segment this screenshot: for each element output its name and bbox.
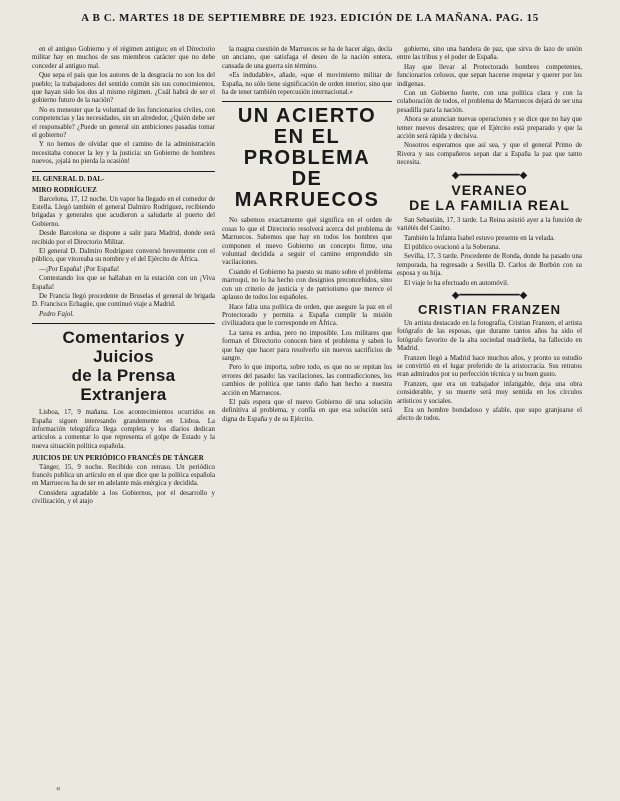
paragraph: Franzen llegó a Madrid hace muchos años, y pronto su estudio se convirtió en el lugar preferido de la aristocracia. Sus retratos eran admirados por su perfección técnica y su buen gusto.: [397, 354, 582, 379]
headline-line: de la Prensa Extranjera: [71, 366, 176, 405]
paragraph: También la Infanta Isabel estuvo presente en la velada.: [404, 234, 555, 242]
headline-line: UN ACIERTO: [237, 105, 377, 128]
signature: Pedro Fajol.: [39, 310, 74, 318]
headline-comentarios: [32, 328, 215, 404]
paragraph: De Francia llegó procedente de Bruselas el general de brigada D. Francisco Echagüe, que continuó viaje a Madrid.: [32, 292, 215, 309]
paragraph: Franzen, que era un trabajador infatigable, deja una obra considerable, y su muerte será muy sentida en los círculos artísticos y sociales.: [397, 380, 582, 405]
section-kicker: EL GENERAL D. DAL-: [32, 174, 105, 183]
paragraph: Un artista destacado en la fotografía, Cristian Franzen, el artista fotógrafo de las esposas, que durante tantos años ha sido el fotógrafo favorito de la alta sociedad madrileña, ha fallecido en Madrid.: [397, 319, 582, 353]
headline-veraneo: [397, 183, 582, 213]
paragraph: Hace falta una política de orden, que asegure la paz en el Protectorado y permita a España cumplir la misión civilizadora que le corresponde en África.: [222, 303, 392, 328]
paragraph: Tánger, 15, 9 noche. Recibido con retraso. Un periódico francés publica un artículo en el que dice que la política española en Marruecos ha de ser en adelante más enérgica y decidida.: [32, 463, 215, 488]
column-1: [32, 46, 215, 794]
headline-acierto: [222, 106, 392, 211]
paragraph: la magna cuestión de Marruecos se ha de hacer algo, decía un anciano, que satisfaga el deseo de la nación entera, cansada de una guerra sin término.: [222, 46, 392, 70]
paragraph: Con un Gobierno fuerte, con una política clara y con la colaboración de todos, el problema de Marruecos dejará de ser una pesadilla para la nación.: [397, 90, 582, 114]
section-kicker: MIRO RODRÍGUEZ: [32, 186, 97, 195]
paragraph: en el antiguo Gobierno y el régimen antiguo; en el Directorio militar hay en muchos de sus miembros carácter que no debe conceder al antiguo mal.: [32, 46, 215, 70]
ornament-divider: ◆━━━━━━━━━━◆: [451, 289, 528, 301]
masthead: A B C. MARTES 18 DE SEPTIEMBRE DE 1923. EDICIÓN DE LA MAÑANA. PAG. 15: [81, 12, 539, 24]
headline-line: DE MARRUECOS: [234, 168, 380, 212]
headline-franzen: CRISTIAN FRANZEN: [417, 301, 562, 317]
paragraph: El público ovacionó a la Soberana.: [404, 243, 501, 251]
section-kicker: JUICIOS DE UN PERIÓDICO FRANCÉS DE TÁNGER: [32, 454, 204, 463]
paragraph: «Es indudable», añade, «que el movimiento militar de España, no sólo tiene significación de orden interior, sino que ha de tener también repercusión internacional.»: [222, 72, 392, 97]
paragraph: Desde Barcelona se dispone a salir para Madrid, donde será recibido por el Directorio Militar.: [32, 230, 215, 246]
paragraph: Hay que llevar al Protectorado hombres competentes, funcionarios celosos, que sepan hacerse respetar y querer por los indígenas.: [397, 63, 582, 88]
paragraph: No es menester que la voluntad de los funcionarios civiles, con competencias y las necesidades, sin un alrededor, ¿Quién debe ser el responsable? ¿Puede un general sin ambiciones pasadas tomar el gobierno?: [32, 106, 215, 140]
paragraph: El país espera que el nuevo Gobierno dé una solución definitiva al problema, y confía en que esa solución será digna de España y de su Ejército.: [222, 398, 392, 423]
headline-line: DE LA FAMILIA REAL: [409, 196, 570, 213]
headline-line: VERANEO: [451, 181, 528, 198]
paragraph: Barcelona, 17, 12 noche. Un vapor ha llegado en el comedor de Estella. Llegó también el general Dalmiro Rodríguez, recibiendo brigadas y generales que acudieron a saludarle al puerto del Gobierno.: [32, 195, 215, 228]
paragraph: Ahora se anuncian nuevas operaciones y se dice que no hay que temer nuevos desastres; que el Ejército está preparado y que la acción será rápida y decisiva.: [397, 116, 582, 141]
column-2: [222, 46, 392, 794]
paragraph: Considera agradable a los Gobiernos, por el desarrollo y civilización, y el atajo: [32, 489, 215, 506]
paragraph: Pero lo que importa, sobre todo, es que no se repitan los errores del pasado: las vacilaciones, las contradicciones, los cambios de política que tanto daño han hecho a nuestra acción en Marruecos.: [222, 364, 392, 397]
divider: [32, 323, 215, 324]
headline-line: EN EL PROBLEMA: [243, 126, 371, 170]
paragraph: Sevilla, 17, 3 tarde. Procedente de Ronda, donde ha pasado una temporada, ha regresado a Sevilla D. Carlos de Borbón con su esposa y su hija.: [397, 253, 582, 278]
headline-line: Comentarios y Juicios: [62, 328, 185, 367]
paragraph: Era un hombre bondadoso y afable, que supo granjearse el afecto de todos.: [397, 407, 582, 423]
column-3: [397, 46, 582, 794]
divider: [222, 101, 392, 102]
page-mark: «: [56, 783, 61, 793]
paragraph: Que sepa el país que los autores de la desgracia no son los del pueblo; la trabajadores del sentido común sin sus conocimientos, que hayan sido los dos al mismo régimen. ¿Cuál habrá de ser el gobierno futuro de la nación?: [32, 72, 215, 105]
paragraph: gobierno, sino una bandera de paz, que sirva de lazo de unión entre las tribus y el poder de España.: [397, 46, 582, 62]
paragraph: —¡Por España! ¡Por España!: [39, 265, 120, 273]
paragraph: No sabemos exactamente qué significa en el orden de cosas lo que el Directorio resolverá acerca del problema de Marruecos. Sabemos que hay en todos los hombres que componen el nuevo Gobierno un concepto firme, una voluntad decidida a seguir el camino emprendido sin vacilaciones.: [222, 217, 392, 267]
paragraph: Y no hemos de olvidar que el camino de la administración necesitaba conocer la ley y la justicia: un Gobierno de hombres nuevos, ¡ojalá no pierda la ocasión!: [32, 141, 215, 166]
paragraph: San Sebastián, 17, 3 tarde. La Reina asistió ayer a la función de variétés del Casino.: [397, 216, 582, 233]
divider: [32, 171, 215, 172]
paragraph: El general D. Dalmiro Rodríguez conversó brevemente con el público, que vitoreaba su nombre y el del Ejército de África.: [32, 247, 215, 264]
paragraph: Cuando el Gobierno ha puesto su mano sobre el problema marroquí, no lo ha hecho con designios preconcebidos, sino con un criterio de justicia y de patriotismo que merece el aplauso de todos los españoles.: [222, 268, 392, 302]
paragraph: La tarea es ardua, pero no imposible. Los militares que forman el Directorio conocen bien el problema y saben lo que hay que hacer para resolverlo sin nuevos sacrificios de sangre.: [222, 329, 392, 362]
paragraph: Lisboa, 17, 9 mañana. Los acontecimientos ocurridos en España siguen interesando grandemente en Lisboa. La información telegráfica llega completa y los diarios dedican artículos a comentar lo que representa el golpe de Estado y la nueva situación política española.: [32, 409, 215, 450]
paragraph: Nosotros esperamos que así sea, y que el general Primo de Rivera y sus compañeros sepan dar a España la paz que tanto necesita.: [397, 142, 582, 167]
ornament-divider: ◆━━━━━━━━━━◆: [451, 169, 528, 181]
paragraph: El viaje lo ha efectuado en automóvil.: [404, 279, 509, 287]
paragraph: Contestando los que se hallaban en la estación con un ¡Viva España!: [32, 275, 215, 291]
